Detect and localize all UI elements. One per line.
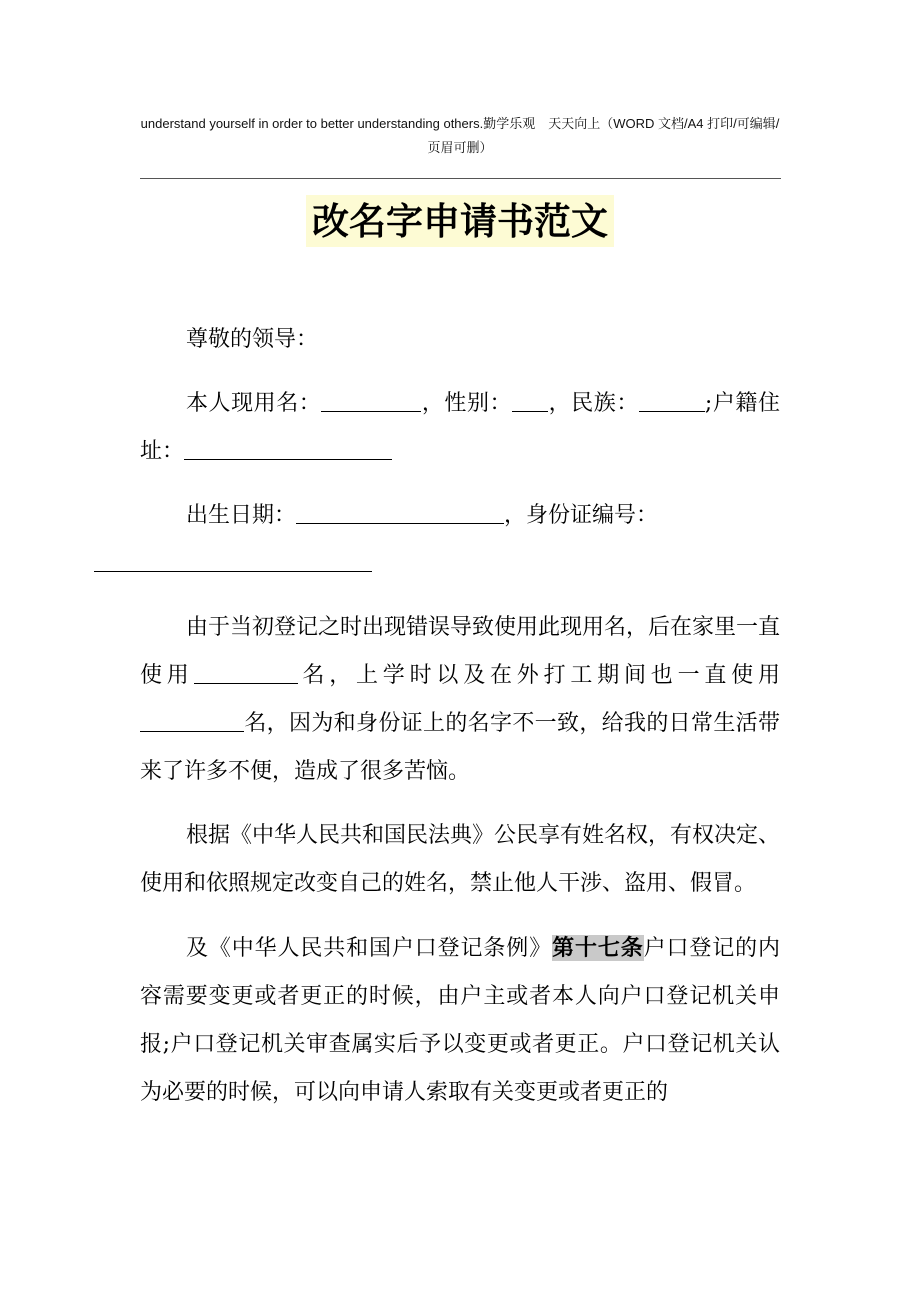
label-gender: ，性别： [421, 391, 513, 416]
blank-gender [512, 389, 548, 412]
label-ethnicity: ，民族： [548, 391, 639, 416]
label-current-name: 本人现用名： [186, 391, 322, 416]
blank-ethnicity [639, 389, 705, 412]
document-body [140, 316, 780, 1133]
paragraph-regulation [140, 924, 780, 1117]
paragraph-personal-info [140, 380, 780, 476]
blank-id-number [94, 549, 372, 572]
paragraph-birth-id [140, 492, 780, 588]
paragraph-reason [140, 604, 780, 796]
regulation-text-a: 及《中华人民共和国户口登记条例》 [186, 936, 553, 961]
paragraph-civil-code: 根据《中华人民共和国民法典》公民享有姓名权，有权决定、使用和依照规定改变自己的姓名，禁止他人干涉、盗用、假冒。 [140, 823, 781, 896]
label-address: ;户籍住址： [140, 391, 780, 464]
blank-home-name [194, 661, 298, 684]
highlighted-article: 第十七条 [552, 935, 644, 961]
regulation-text-b: 户口登记的内容需要变更或者更正的时候，由户主或者本人向户口登记机关申报;户口登记机关审查属实后予以变更或者更正。户口登记机关认为必要的时候，可以向申请人索取有关变更或者更正的 [140, 936, 780, 1105]
header-rule [140, 178, 781, 179]
blank-birth-date [296, 501, 504, 524]
blank-address [184, 437, 392, 460]
label-id-number: ，身份证编号： [504, 503, 659, 528]
reason-text-b: 名，上学时以及在外打工期间也一直使用 [297, 663, 780, 688]
reason-text-c: 名，因为和身份证上的名字不一致，给我的日常生活带来了许多不便，造成了很多苦恼。 [140, 711, 780, 784]
document-title: 改名字申请书范文 [306, 195, 614, 247]
blank-school-name [140, 709, 244, 732]
page-header: understand yourself in order to better understanding others.勤学乐观 天天向上（WORD 文档/A4 打印/可编辑/页眉可删） [140, 116, 780, 155]
title-container [0, 195, 920, 247]
reason-text-a: 由于当初登记之时出现错误导致使用此现用名，后在家里一直使用 [140, 615, 781, 688]
label-birth-date: 出生日期： [186, 503, 297, 528]
blank-current-name [321, 389, 421, 412]
salutation: 尊敬的领导： [186, 327, 319, 352]
